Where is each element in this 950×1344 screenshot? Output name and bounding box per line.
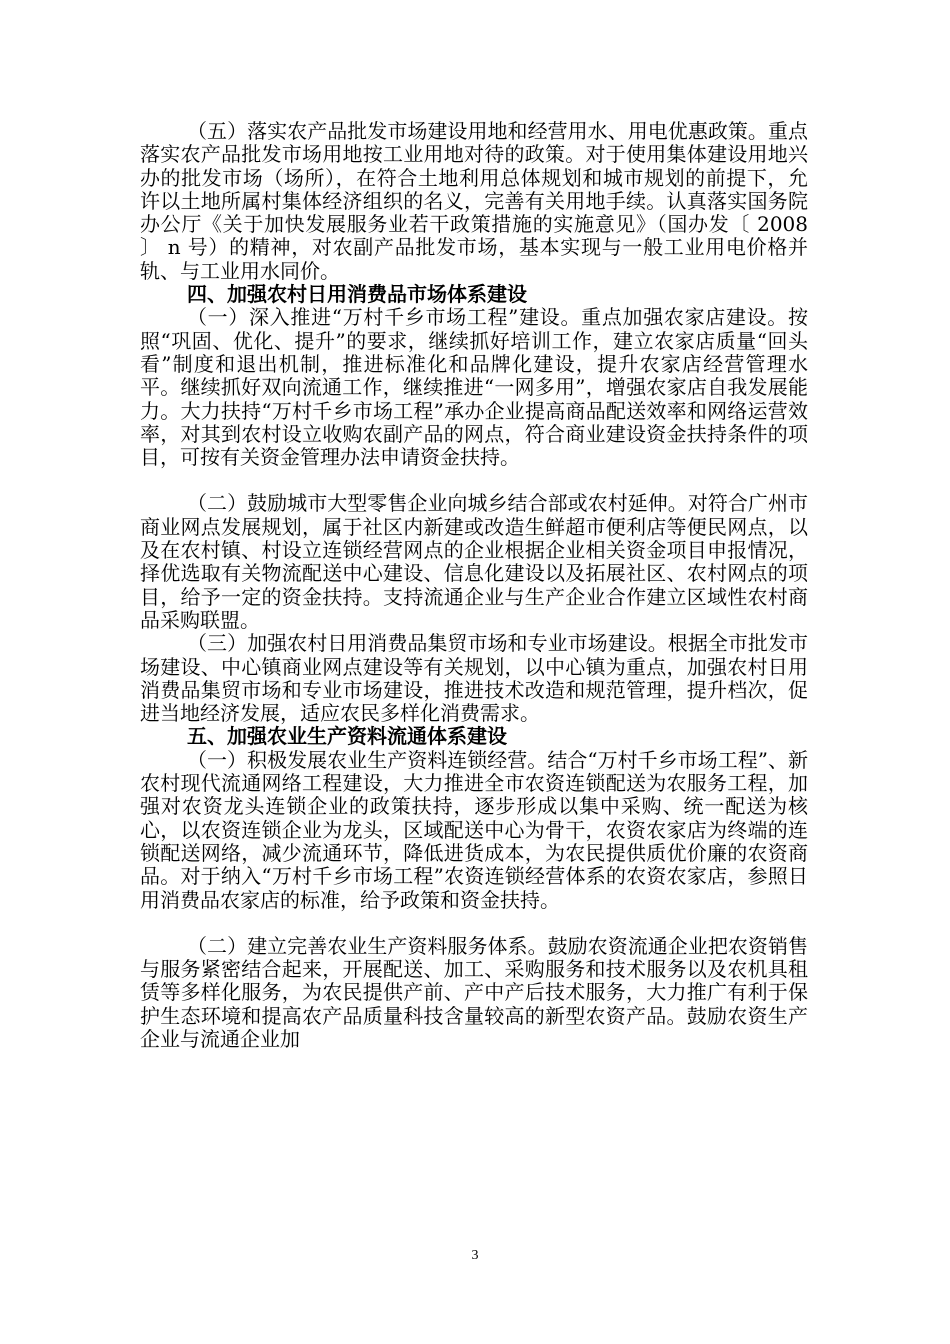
paragraph: （二）建立完善农业生产资料服务体系。鼓励农资流通企业把农资销售与服务紧密结合起来，开展配送、加工、采购服务和技术服务以及农机具租赁等多样化服务，为农民提供产前、产中产后技术服务，大力推广有利于保护生态环境和提高农产品质量科技含量较高的新型农资产品。鼓励农资生产企业与流通企业加 (140, 933, 808, 1051)
section-heading: 四、加强农村日用消费品市场体系建设 (187, 282, 527, 307)
document-body (140, 120, 808, 1051)
paragraph: （五）落实农产品批发市场建设用地和经营用水、用电优惠政策。重点落实农产品批发市场用地按工业用地对待的政策。对于使用集体建设用地兴办的批发市场（场所），在符合土地利用总体规划和城市规划的前提下，允许以土地所属村集体经济组织的名义，完善有关用地手续。认真落实国务院办公厅《关于加快发展服务业若干政策措施的实施意见》（国办发〔 2008 〕 n 号）的精神，对农副产品批发市场，基本实现与一般工业用电价格并轨、与工业用水同价。 (140, 119, 808, 283)
paragraph: （一）深入推进“万村千乡市场工程”建设。重点加强农家店建设。按照“巩固、优化、提升”的要求，继续抓好培训工作，建立农家店质量“回头看”制度和退出机制，推进标准化和品牌化建设，提升农家店经营管理水平。继续抓好双向流通工作，继续推进“一网多用”，增强农家店自我发展能力。大力扶持“万村千乡市场工程”承办企业提高商品配送效率和网络运营效率，对其到农村设立收购农副产品的网点，符合商业建设资金扶持条件的项目，可按有关资金管理办法申请资金扶持。 (140, 305, 808, 470)
paragraph: （三）加强农村日用消费品集贸市场和专业市场建设。根据全市批发市场建设、中心镇商业网点建设等有关规划，以中心镇为重点，加强农村日用消费品集贸市场和专业市场建设，推进技术改造和规范管理，提升档次，促进当地经济发展，适应农民多样化消费需求。 (140, 631, 808, 726)
paragraph: （一）积极发展农业生产资料连锁经营。结合“万村千乡市场工程”、新农村现代流通网络工程建设，大力推进全市农资连锁配送为农服务工程，加强对农资龙头连锁企业的政策扶持，逐步形成以集中采购、统一配送为核心，以农资连锁企业为龙头，区域配送中心为骨干，农资农家店为终端的连锁配送网络，减少流通环节，降低进货成本，为农民提供质优价廉的农资商品。对于纳入“万村千乡市场工程”农资连锁经营体系的农资农家店，参照日用消费品农家店的标准，给予政策和资金扶持。 (140, 747, 808, 912)
paragraph: （二）鼓励城市大型零售企业向城乡结合部或农村延伸。对符合广州市商业网点发展规划，属于社区内新建或改造生鲜超市便利店等便民网点，以及在农村镇、村设立连锁经营网点的企业根据企业相关资金项目申报情况，择优选取有关物流配送中心建设、信息化建设以及拓展社区、农村网点的项目，给予一定的资金扶持。支持流通企业与生产企业合作建立区域性农村商品采购联盟。 (140, 491, 808, 632)
page-number: 3 (471, 1248, 479, 1263)
section-heading: 五、加强农业生产资料流通体系建设 (187, 724, 507, 749)
